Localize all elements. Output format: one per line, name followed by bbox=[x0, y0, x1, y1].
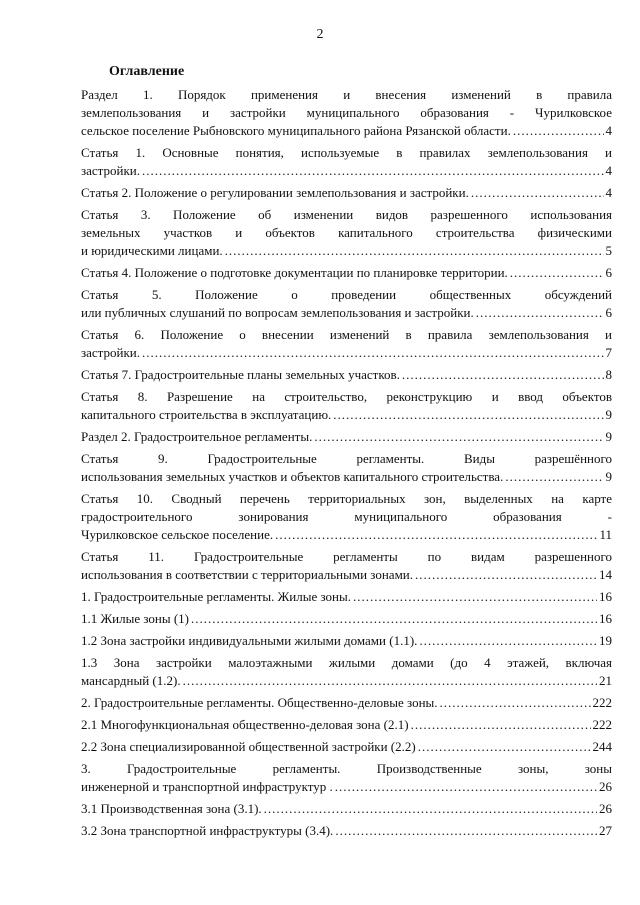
toc-entry[interactable] bbox=[81, 388, 612, 424]
table-of-contents bbox=[81, 86, 612, 844]
toc-entry-text: застройки. bbox=[81, 163, 140, 178]
toc-page-number: 16 bbox=[599, 589, 612, 604]
toc-entry-text: 3.2 Зона транспортной инфраструктуры (3.4). bbox=[81, 823, 334, 838]
toc-entry-text: 1.2 Зона застройки индивидуальными жилыми домами (1.1). bbox=[81, 633, 418, 648]
toc-entry-text: использования земельных участков и объектов капитального строительства. bbox=[81, 469, 504, 484]
toc-dot-leader bbox=[510, 264, 604, 282]
toc-page-number: 4 bbox=[605, 163, 612, 178]
toc-entry-line: Статья 5. Положение о проведении общественных обсуждений bbox=[81, 287, 612, 302]
toc-entry-last-line bbox=[81, 694, 612, 712]
toc-entry-text: использования в соответствии с территориальными зонами. bbox=[81, 567, 414, 582]
toc-entry-last-line bbox=[81, 304, 612, 322]
toc-entry[interactable] bbox=[81, 588, 612, 606]
toc-dot-leader bbox=[191, 610, 597, 628]
toc-entry[interactable] bbox=[81, 264, 612, 282]
toc-entry-line: Статья 8. Разрешение на строительство, реконструкцию и ввод объектов bbox=[81, 389, 612, 404]
toc-entry-line: Статья 11. Градостроительные регламенты по видам разрешенного bbox=[81, 549, 612, 564]
toc-entry-line: земельных участков и объектов капитального строительства физическими bbox=[81, 225, 612, 240]
toc-entry[interactable] bbox=[81, 428, 612, 446]
toc-entry-line: Статья 3. Положение об изменении видов разрешенного использования bbox=[81, 207, 612, 222]
toc-entry-text: инженерной и транспортной инфраструктур . bbox=[81, 779, 333, 794]
toc-entry-last-line bbox=[81, 242, 612, 260]
toc-page-number: 6 bbox=[605, 265, 612, 280]
toc-entry-text: 3.1 Производственная зона (3.1). bbox=[81, 801, 262, 816]
toc-entry-text: Статья 2. Положение о регулировании землепользования и застройки. bbox=[81, 185, 469, 200]
toc-page-number: 8 bbox=[605, 367, 612, 382]
toc-entry-last-line bbox=[81, 566, 612, 584]
toc-entry-last-line bbox=[81, 738, 612, 756]
toc-dot-leader bbox=[402, 366, 604, 384]
toc-entry[interactable] bbox=[81, 716, 612, 734]
toc-entry[interactable] bbox=[81, 326, 612, 362]
toc-entry[interactable] bbox=[81, 144, 612, 180]
toc-dot-leader bbox=[314, 428, 603, 446]
toc-entry-last-line bbox=[81, 184, 612, 202]
toc-entry-last-line bbox=[81, 122, 612, 140]
toc-page-number: 244 bbox=[592, 739, 612, 754]
toc-dot-leader bbox=[440, 694, 591, 712]
toc-entry-text: 2. Градостроительные регламенты. Общественно-деловые зоны. bbox=[81, 695, 438, 710]
toc-page-number: 9 bbox=[605, 407, 612, 422]
toc-entry-last-line bbox=[81, 778, 612, 796]
toc-page-number: 222 bbox=[592, 717, 612, 732]
toc-entry-last-line bbox=[81, 264, 612, 282]
toc-dot-leader bbox=[505, 468, 603, 486]
toc-page-number: 11 bbox=[599, 527, 612, 542]
toc-entry[interactable] bbox=[81, 694, 612, 712]
toc-entry-text: Статья 7. Градостроительные планы земельных участков. bbox=[81, 367, 400, 382]
toc-dot-leader bbox=[353, 588, 597, 606]
toc-entry-last-line bbox=[81, 526, 612, 544]
toc-entry-text: и юридическими лицами. bbox=[81, 243, 223, 258]
toc-entry-last-line bbox=[81, 588, 612, 606]
toc-entry-last-line bbox=[81, 428, 612, 446]
toc-dot-leader bbox=[333, 406, 603, 424]
toc-entry-line: 1.3 Зона застройки малоэтажными жилыми домами (до 4 этажей, включая bbox=[81, 655, 612, 670]
toc-page-number: 16 bbox=[599, 611, 612, 626]
toc-entry-text: сельское поселение Рыбновского муниципального района Рязанской области. bbox=[81, 123, 511, 138]
toc-dot-leader bbox=[335, 778, 597, 796]
toc-entry-line: Статья 6. Положение о внесении изменений в правила землепользования и bbox=[81, 327, 612, 342]
toc-entry-line: Статья 1. Основные понятия, используемые в правилах землепользования и bbox=[81, 145, 612, 160]
toc-heading: Оглавление bbox=[109, 64, 185, 79]
toc-entry-text: или публичных слушаний по вопросам землепользования и застройки. bbox=[81, 305, 474, 320]
toc-dot-leader bbox=[142, 344, 604, 362]
toc-dot-leader bbox=[513, 122, 604, 140]
toc-entry[interactable] bbox=[81, 610, 612, 628]
toc-page-number: 7 bbox=[605, 345, 612, 360]
toc-entry-last-line bbox=[81, 672, 612, 690]
toc-page-number: 6 bbox=[605, 305, 612, 320]
toc-entry-text: Раздел 2. Градостроительное регламенты. bbox=[81, 429, 313, 444]
toc-entry[interactable] bbox=[81, 490, 612, 544]
toc-entry-last-line bbox=[81, 610, 612, 628]
toc-entry[interactable] bbox=[81, 206, 612, 260]
toc-entry-text: застройки. bbox=[81, 345, 140, 360]
toc-entry-text: 2.2 Зона специализированной общественной застройки (2.2) bbox=[81, 739, 416, 754]
toc-dot-leader bbox=[335, 822, 597, 840]
toc-entry-text: 1. Градостроительные регламенты. Жилые зоны. bbox=[81, 589, 351, 604]
toc-entry-last-line bbox=[81, 822, 612, 840]
toc-entry-line: градостроительного зонирования муниципального образования - bbox=[81, 509, 612, 524]
page-number: 2 bbox=[316, 27, 324, 42]
toc-page-number: 27 bbox=[599, 823, 612, 838]
toc-dot-leader bbox=[183, 672, 597, 690]
toc-entry-line: 3. Градостроительные регламенты. Производственные зоны, зоны bbox=[81, 761, 612, 776]
toc-page-number: 9 bbox=[605, 429, 612, 444]
toc-entry-text: мансардный (1.2). bbox=[81, 673, 181, 688]
toc-entry[interactable] bbox=[81, 548, 612, 584]
toc-dot-leader bbox=[476, 304, 604, 322]
toc-entry-line: Статья 10. Сводный перечень территориальных зон, выделенных на карте bbox=[81, 491, 612, 506]
toc-entry-line: землепользования и застройки муниципального образования - Чурилковское bbox=[81, 105, 612, 120]
toc-entry-line: Статья 9. Градостроительные регламенты. Виды разрешённого bbox=[81, 451, 612, 466]
toc-entry-last-line bbox=[81, 468, 612, 486]
toc-entry[interactable] bbox=[81, 738, 612, 756]
toc-page-number: 26 bbox=[599, 779, 612, 794]
toc-entry-text: 2.1 Многофункциональная общественно-деловая зона (2.1) bbox=[81, 717, 409, 732]
toc-entry[interactable] bbox=[81, 632, 612, 650]
toc-dot-leader bbox=[275, 526, 597, 544]
toc-entry-last-line bbox=[81, 344, 612, 362]
toc-dot-leader bbox=[419, 632, 597, 650]
toc-dot-leader bbox=[418, 738, 591, 756]
toc-page-number: 5 bbox=[605, 243, 612, 258]
toc-entry[interactable] bbox=[81, 760, 612, 796]
toc-entry-last-line bbox=[81, 800, 612, 818]
toc-entry[interactable] bbox=[81, 822, 612, 840]
toc-page-number: 4 bbox=[605, 185, 612, 200]
toc-entry-text: капитального строительства в эксплуатацию. bbox=[81, 407, 332, 422]
toc-dot-leader bbox=[411, 716, 591, 734]
toc-entry-last-line bbox=[81, 162, 612, 180]
toc-page-number: 19 bbox=[599, 633, 612, 648]
toc-entry-text: Статья 4. Положение о подготовке документации по планировке территории. bbox=[81, 265, 508, 280]
toc-entry[interactable] bbox=[81, 450, 612, 486]
toc-dot-leader bbox=[142, 162, 604, 180]
toc-entry-last-line bbox=[81, 716, 612, 734]
toc-entry[interactable] bbox=[81, 800, 612, 818]
toc-dot-leader bbox=[415, 566, 597, 584]
toc-entry[interactable] bbox=[81, 184, 612, 202]
toc-page-number: 26 bbox=[599, 801, 612, 816]
toc-entry-line: Раздел 1. Порядок применения и внесения изменений в правила bbox=[81, 87, 612, 102]
toc-entry-last-line bbox=[81, 406, 612, 424]
toc-entry-last-line bbox=[81, 632, 612, 650]
toc-page-number: 222 bbox=[592, 695, 612, 710]
toc-page-number: 4 bbox=[605, 123, 612, 138]
toc-entry[interactable] bbox=[81, 366, 612, 384]
toc-dot-leader bbox=[225, 242, 604, 260]
toc-dot-leader bbox=[471, 184, 604, 202]
toc-page-number: 9 bbox=[605, 469, 612, 484]
toc-page-number: 21 bbox=[599, 673, 612, 688]
toc-entry-last-line bbox=[81, 366, 612, 384]
toc-entry[interactable] bbox=[81, 654, 612, 690]
toc-entry-text: Чурилковское сельское поселение. bbox=[81, 527, 274, 542]
toc-entry-text: 1.1 Жилые зоны (1) bbox=[81, 611, 190, 626]
toc-dot-leader bbox=[264, 800, 597, 818]
toc-page-number: 14 bbox=[599, 567, 612, 582]
toc-entry[interactable] bbox=[81, 286, 612, 322]
toc-entry[interactable] bbox=[81, 86, 612, 140]
